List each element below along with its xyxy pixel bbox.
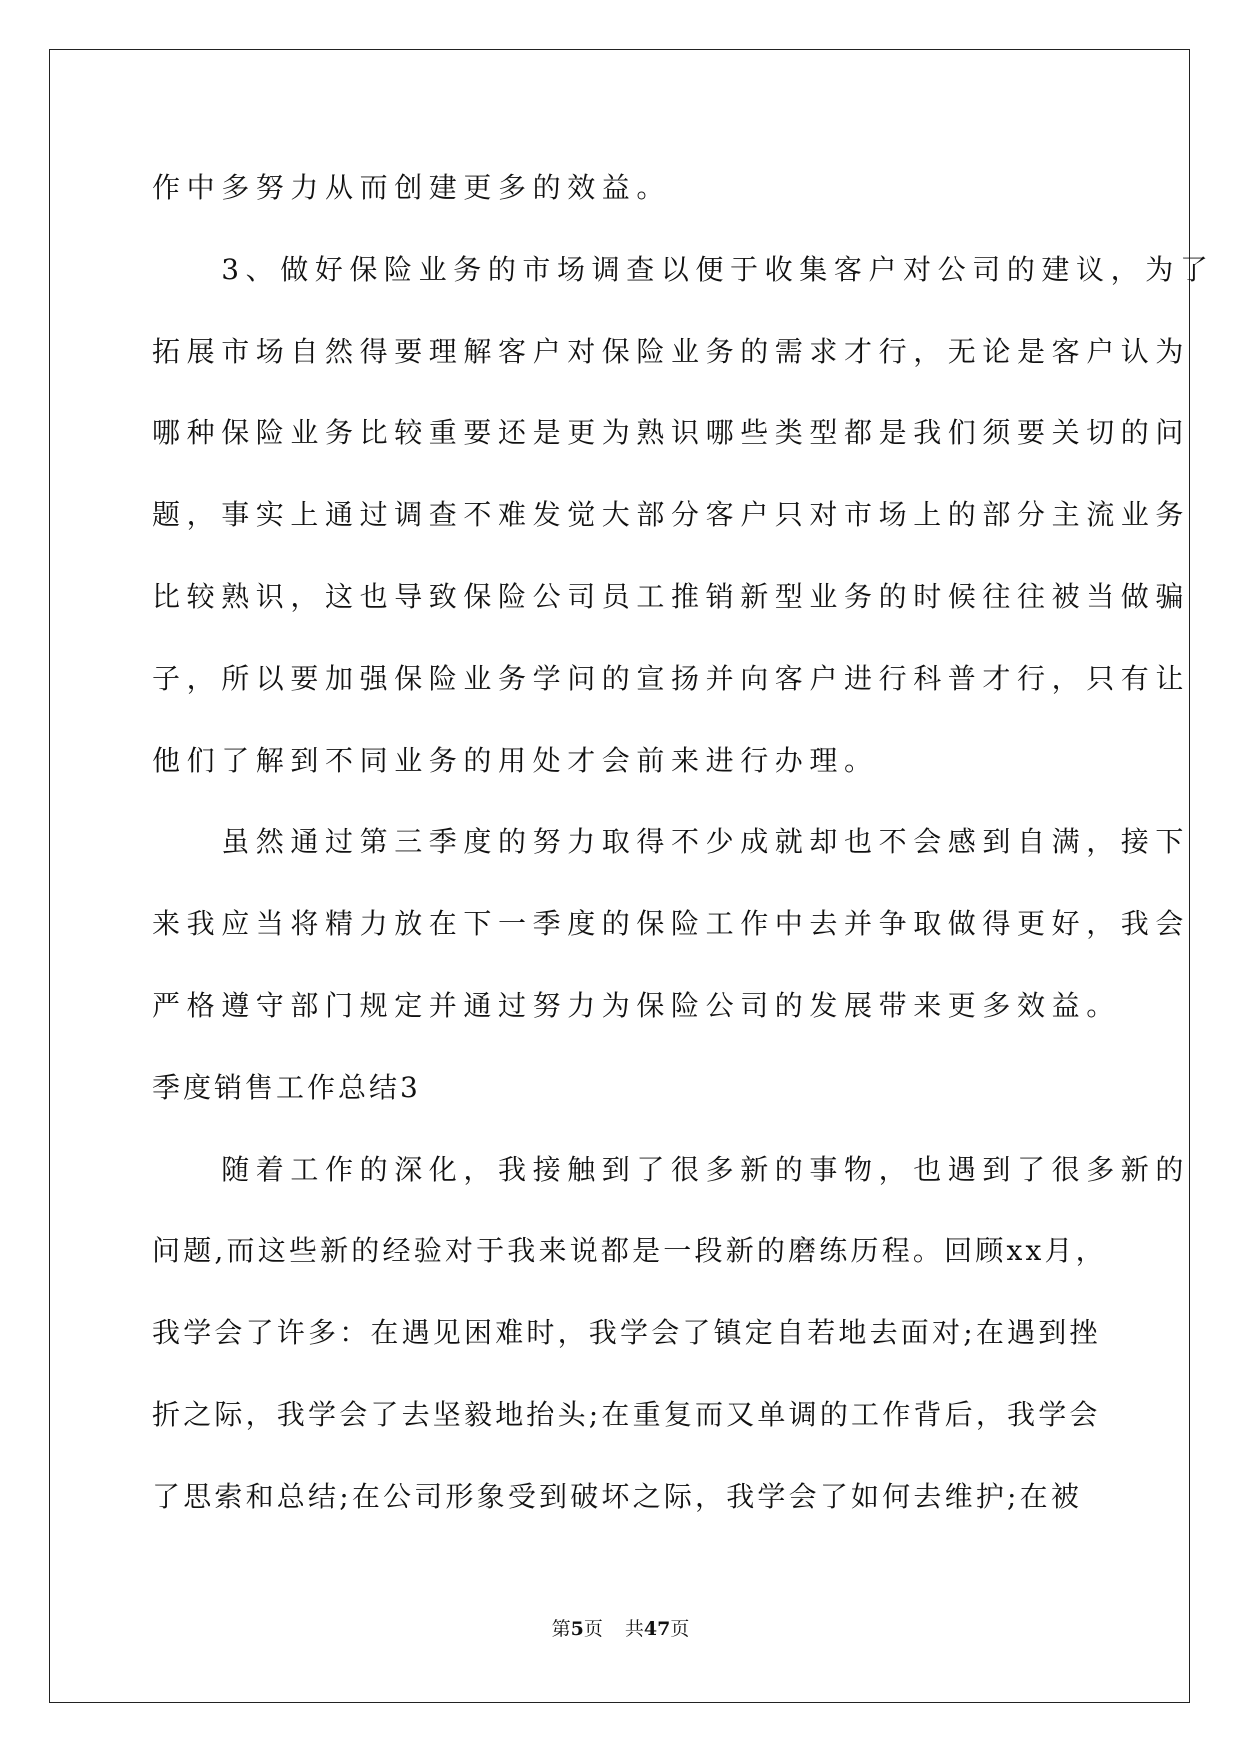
text-line: 问题,而这些新的经验对于我来说都是一段新的磨练历程。回顾xx月， — [152, 1234, 1107, 1268]
text-line: 折之际，我学会了去坚毅地抬头;在重复而又单调的工作背后，我学会 — [152, 1397, 1101, 1431]
text-line: 随着工作的深化，我接触到了很多新的事物，也遇到了很多新的 — [152, 1152, 1191, 1186]
text-line: 比较熟识，这也导致保险公司员工推销新型业务的时候往往被当做骗 — [152, 579, 1191, 613]
text-line: 题，事实上通过调查不难发觉大部分客户只对市场上的部分主流业务 — [152, 498, 1191, 532]
text-line: 来我应当将精力放在下一季度的保险工作中去并争取做得更好，我会 — [152, 907, 1191, 941]
text-line: 哪种保险业务比较重要还是更为熟识哪些类型都是我们须要关切的问 — [152, 416, 1191, 450]
document-body — [152, 158, 1215, 1549]
text-line: 他们了解到不同业务的用处才会前来进行办理。 — [152, 743, 879, 777]
text-line: 3、做好保险业务的市场调查以便于收集客户对公司的建议，为了 — [152, 252, 1215, 286]
text-line: 严格遵守部门规定并通过努力为保险公司的发展带来更多效益。 — [152, 988, 1121, 1022]
text-line: 作中多努力从而创建更多的效益。 — [152, 171, 672, 204]
text-line: 我学会了许多：在遇见困难时，我学会了镇定自若地去面对;在遇到挫 — [152, 1316, 1101, 1350]
page-prefix: 第 — [551, 1618, 571, 1640]
page-footer — [0, 1614, 1241, 1641]
text-line: 子，所以要加强保险业务学问的宣扬并向客户进行科普才行，只有让 — [152, 661, 1191, 695]
page-total: 47 — [643, 1618, 671, 1640]
section-heading: 季度销售工作总结3 — [152, 1070, 421, 1104]
total-suffix: 页 — [670, 1618, 690, 1640]
page-current: 5 — [570, 1618, 584, 1640]
text-line: 拓展市场自然得要理解客户对保险业务的需求才行，无论是客户认为 — [152, 334, 1191, 368]
text-line: 虽然通过第三季度的努力取得不少成就却也不会感到自满，接下 — [152, 825, 1191, 859]
total-prefix: 共 — [624, 1618, 644, 1640]
page-suffix: 页 — [583, 1618, 603, 1640]
text-line: 了思索和总结;在公司形象受到破坏之际，我学会了如何去维护;在被 — [152, 1479, 1083, 1513]
